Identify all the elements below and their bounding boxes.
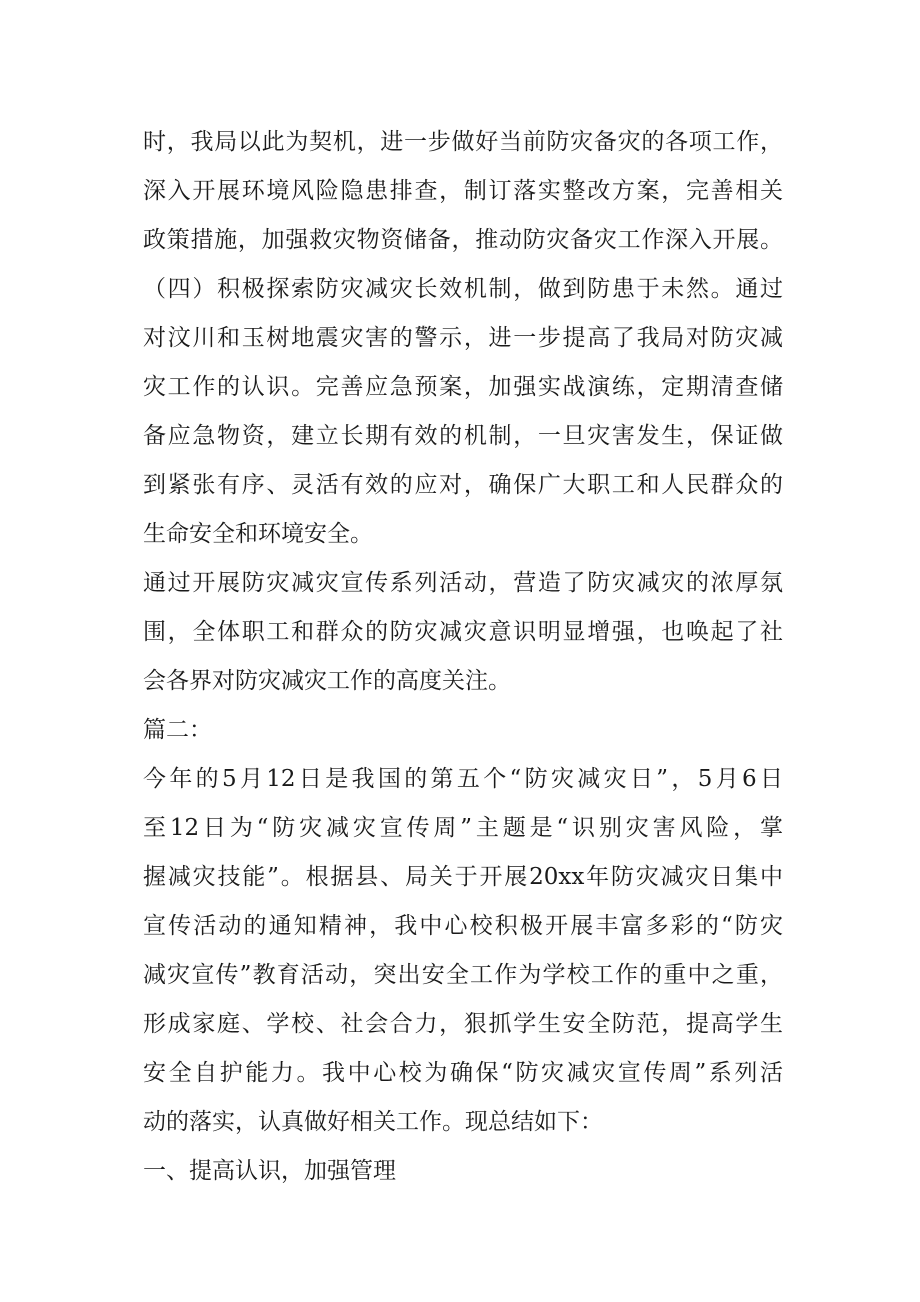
text-line: 深入开展环境风险隐患排查，制订落实整改方案，完善相关 [143, 178, 783, 204]
text-line: 到紧张有序、灵活有效的应对，确保广大职工和人民群众的 [143, 472, 783, 498]
text-line: 形成家庭、学校、社会合力，狠抓学生安全防范，提高学生 [143, 1011, 783, 1037]
text-line: 通过开展防灾减灾宣传系列活动，营造了防灾减灾的浓厚氛 [143, 570, 783, 596]
text-line: 生命安全和环境安全。 [143, 521, 373, 547]
text-line: 一、提高认识，加强管理 [143, 1158, 396, 1184]
text-line: 篇二： [143, 717, 212, 743]
text-line: 灾工作的认识。完善应急预案，加强实战演练，定期清查储 [143, 374, 783, 400]
text-line: 至12日为“防灾减灾宣传周”主题是“识别灾害风险，掌 [143, 815, 783, 841]
text-line: 今年的5月12日是我国的第五个“防灾减灾日”，5月6日 [143, 766, 783, 792]
text-line: 安全自护能力。我中心校为确保“防灾减灾宣传周”系列活 [143, 1060, 783, 1086]
text-line: 政策措施，加强救灾物资储备，推动防灾备灾工作深入开展。 [143, 227, 783, 253]
text-line: 时，我局以此为契机，进一步做好当前防灾备灾的各项工作， [143, 129, 783, 155]
text-line: 会各界对防灾减灾工作的高度关注。 [143, 668, 511, 694]
text-line: 握减灾技能”。根据县、局关于开展20xx年防灾减灾日集中 [143, 864, 783, 890]
text-line: 减灾宣传”教育活动，突出安全工作为学校工作的重中之重， [143, 962, 783, 988]
text-line: 宣传活动的通知精神，我中心校积极开展丰富多彩的“防灾 [143, 913, 783, 939]
text-line: 围，全体职工和群众的防灾减灾意识明显增强，也唤起了社 [143, 619, 783, 645]
text-line: 备应急物资，建立长期有效的机制，一旦灾害发生，保证做 [143, 423, 783, 449]
text-line: 动的落实，认真做好相关工作。现总结如下： [143, 1109, 603, 1135]
document-body [143, 118, 783, 1196]
text-line: 对汶川和玉树地震灾害的警示，进一步提高了我局对防灾减 [143, 325, 783, 351]
text-line: （四）积极探索防灾减灾长效机制，做到防患于未然。通过 [143, 276, 783, 302]
